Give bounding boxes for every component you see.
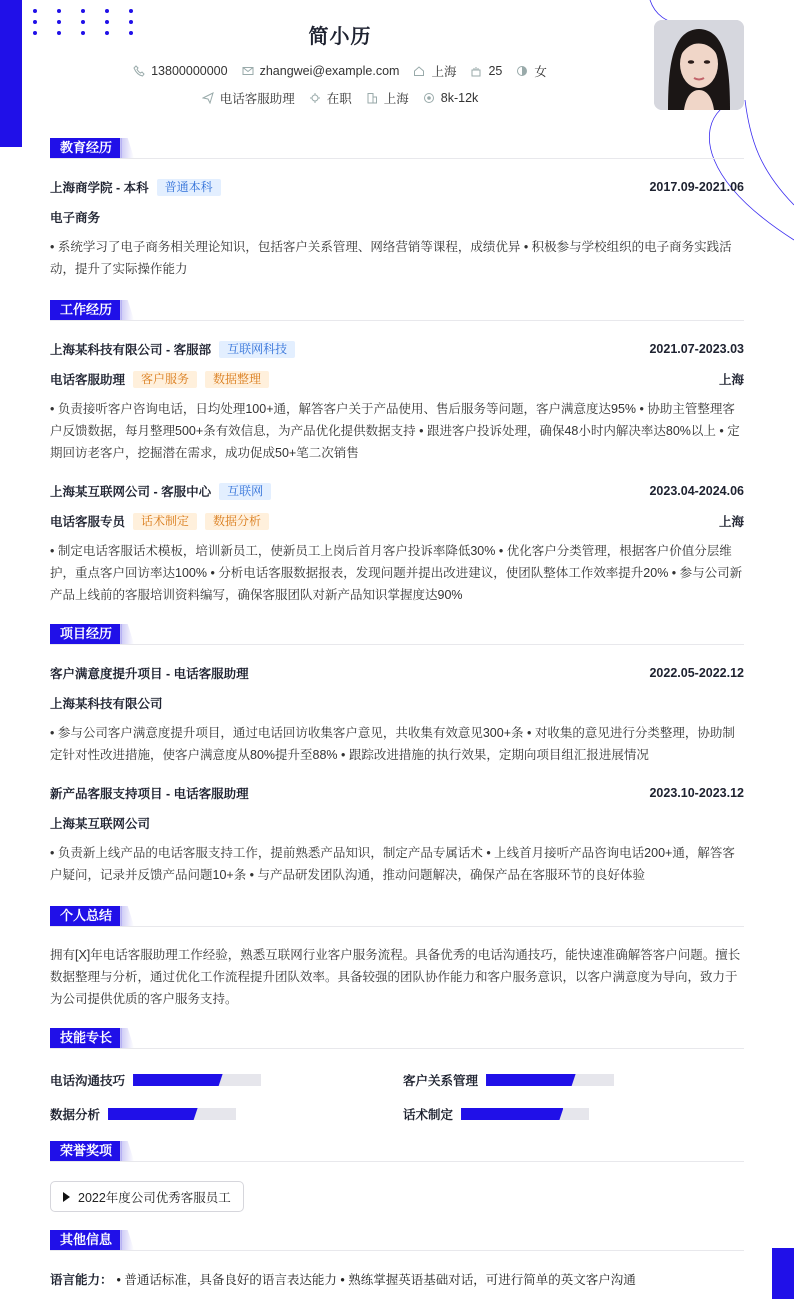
section-tail-decoration (120, 1230, 134, 1250)
section-title-other: 其他信息 (50, 1230, 122, 1250)
section-title-summary: 个人总结 (50, 906, 122, 926)
project-description: • 负责新上线产品的电话客服支持工作，提前熟悉产品知识，制定产品专属话术 • 上线首月接听产品咨询电话200+通，解答客户疑问，记录并反馈产品问题10+条 • 与产品研发团队沟通，推动问题解决，确保产品在客服环节的良好体验 (50, 846, 735, 882)
section-education (50, 139, 744, 159)
education-date: 2017.09-2021.06 (649, 180, 744, 194)
company-name: 上海某互联网公司 - 客服中心 (50, 485, 212, 499)
section-title-projects: 项目经历 (50, 624, 122, 644)
skill-tag: 话术制定 (133, 513, 197, 530)
skill-level-fill (461, 1108, 563, 1120)
job-status-item (309, 89, 352, 107)
gender-text: 女 (534, 65, 547, 79)
project-date: 2022.05-2022.12 (649, 666, 744, 680)
language-row (50, 1270, 744, 1288)
section-awards (50, 1142, 744, 1162)
language-text: • 普通话标准，具备良好的语言表达能力 • 熟练掌握英语基础对话，可进行简单的英文客户沟通 (116, 1273, 636, 1287)
language-label: 语言能力： (50, 1273, 113, 1287)
skill-item (50, 1071, 261, 1089)
age-icon (470, 65, 482, 77)
work-description: • 负责接听客户咨询电话，日均处理100+通，解答客户关于产品使用、售后服务等问题，客户满意度达95% • 协助主管整理客户反馈数据，每月整理500+条有效信息，为产品优化提供数据支持 • 跟进客户投诉处理，确保48小时内解决率达80%以上 • 定期回访老客户，挖掘潜在需求，成功促成50+笔二次销售 (50, 402, 740, 460)
email-item (242, 64, 400, 78)
candidate-name: 简小历 (308, 26, 372, 48)
work-header-row (50, 340, 744, 358)
skill-name: 电话沟通技巧 (50, 1074, 126, 1088)
section-projects (50, 625, 744, 645)
skill-item (403, 1105, 589, 1123)
status-icon (309, 92, 321, 104)
education-header-row (50, 178, 744, 196)
skill-level-bar (461, 1108, 589, 1120)
project-name: 新产品客服支持项目 - 电话客服助理 (50, 787, 249, 801)
expand-triangle-icon (63, 1192, 70, 1202)
skill-item (50, 1105, 236, 1123)
skill-item (403, 1071, 614, 1089)
industry-tag: 互联网科技 (219, 341, 295, 358)
work-role-row (50, 370, 744, 388)
target-city-text: 上海 (383, 92, 409, 106)
skill-name: 数据分析 (50, 1108, 101, 1122)
gender-item (516, 62, 547, 80)
work-location: 上海 (718, 515, 744, 529)
project-company: 上海某互联网公司 (50, 817, 151, 831)
skill-level-bar (486, 1074, 614, 1086)
home-icon (413, 65, 425, 77)
building-icon (366, 92, 378, 104)
project-company-row (50, 694, 744, 712)
section-tail-decoration (120, 300, 134, 320)
skill-level-bar (133, 1074, 261, 1086)
salary-item (423, 91, 479, 105)
skill-level-fill (133, 1074, 223, 1086)
project-name: 客户满意度提升项目 - 电话客服助理 (50, 667, 249, 681)
mail-icon (242, 65, 254, 77)
section-title-awards: 荣誉奖项 (50, 1141, 122, 1161)
school-type-tag: 普通本科 (157, 179, 221, 196)
target-city-item (366, 89, 409, 107)
section-other (50, 1231, 744, 1251)
project-description: • 参与公司客户满意度提升项目，通过电话回访收集客户意见，共收集有效意见300+条 • 对收集的意见进行分类整理，协助制定针对性改进措施，使客户满意度从80%提升至88% • 跟踪改进措施的执行效果，定期向项目组汇报进展情况 (50, 726, 735, 762)
phone-item (133, 64, 227, 78)
send-icon (202, 92, 214, 104)
phone-text: 13800000000 (151, 64, 228, 78)
award-text: 2022年度公司优秀客服员工 (78, 1190, 231, 1205)
major: 电子商务 (50, 211, 101, 225)
skill-tag: 客户服务 (133, 371, 197, 388)
section-skills (50, 1029, 744, 1049)
section-tail-decoration (120, 906, 134, 926)
skill-name: 话术制定 (403, 1108, 454, 1122)
email-text: zhangwei@example.com (259, 64, 400, 78)
section-title-skills: 技能专长 (50, 1028, 122, 1048)
work-role-row (50, 512, 744, 530)
age-text: 25 (488, 64, 503, 78)
skill-tag: 数据分析 (205, 513, 269, 530)
project-company: 上海某科技有限公司 (50, 697, 163, 711)
summary-text: 拥有[X]年电话客服助理工作经验，熟悉互联网行业客户服务流程。具备优秀的电话沟通技巧，能快速准确解答客户问题。擅长数据整理与分析，通过优化工作流程提升团队效率。具备较强的团队协作能力和客户服务意识，以客户满意度为导向，致力于为公司提供优质的客户服务支持。 (50, 948, 741, 1006)
city-text: 上海 (431, 65, 457, 79)
company-name: 上海某科技有限公司 - 客服部 (50, 343, 212, 357)
industry-tag: 互联网 (219, 483, 271, 500)
work-date: 2021.07-2023.03 (649, 342, 744, 356)
job-title: 电话客服专员 (50, 515, 126, 529)
section-tail-decoration (120, 138, 134, 158)
section-summary (50, 907, 744, 927)
profile-photo (654, 20, 744, 110)
work-date: 2023.04-2024.06 (649, 484, 744, 498)
salary-icon (423, 92, 435, 104)
contact-row (0, 62, 680, 80)
skill-level-bar (108, 1108, 236, 1120)
job-status-text: 在职 (326, 92, 352, 106)
school-name: 上海商学院 - 本科 (50, 181, 149, 195)
phone-icon (133, 65, 145, 77)
section-work (50, 301, 744, 321)
skill-level-fill (108, 1108, 198, 1120)
work-description: • 制定电话客服话术模板，培训新员工，使新员工上岗后首月客户投诉率降低30% • 优化客户分类管理，根据客户价值分层维护，重点客户回访率达100% • 分析电话客服数据报表，发现问题并提出改进建议，使团队整体工作效率提升20% • 参与公司新产品上线前的客服培训资料编写，确保客服团队对新产品知识掌握度达90% (50, 544, 743, 602)
section-tail-decoration (120, 1028, 134, 1048)
project-date: 2023.10-2023.12 (649, 786, 744, 800)
age-item (470, 64, 502, 78)
target-role-text: 电话客服助理 (219, 92, 295, 106)
job-intent-row (0, 89, 680, 107)
section-title-education: 教育经历 (50, 138, 122, 158)
project-company-row (50, 814, 744, 832)
project-header-row (50, 784, 744, 802)
award-item[interactable] (50, 1181, 244, 1212)
target-role-item (202, 89, 295, 107)
education-description: • 系统学习了电子商务相关理论知识，包括客户关系管理、网络营销等课程，成绩优异 • 积极参与学校组织的电子商务实践活动，提升了实际操作能力 (50, 240, 732, 276)
portrait-image (654, 20, 744, 110)
work-location: 上海 (718, 373, 744, 387)
job-title: 电话客服助理 (50, 373, 126, 387)
skill-tag: 数据整理 (205, 371, 269, 388)
decorative-bar-bottom-right (772, 1248, 794, 1299)
project-header-row (50, 664, 744, 682)
major-row (50, 208, 744, 226)
work-header-row (50, 482, 744, 500)
salary-text: 8k-12k (440, 91, 479, 105)
city-item (413, 62, 456, 80)
section-title-work: 工作经历 (50, 300, 122, 320)
skill-name: 客户关系管理 (403, 1074, 479, 1088)
section-tail-decoration (120, 624, 134, 644)
skill-level-fill (486, 1074, 576, 1086)
section-tail-decoration (120, 1141, 134, 1161)
gender-icon (516, 65, 528, 77)
